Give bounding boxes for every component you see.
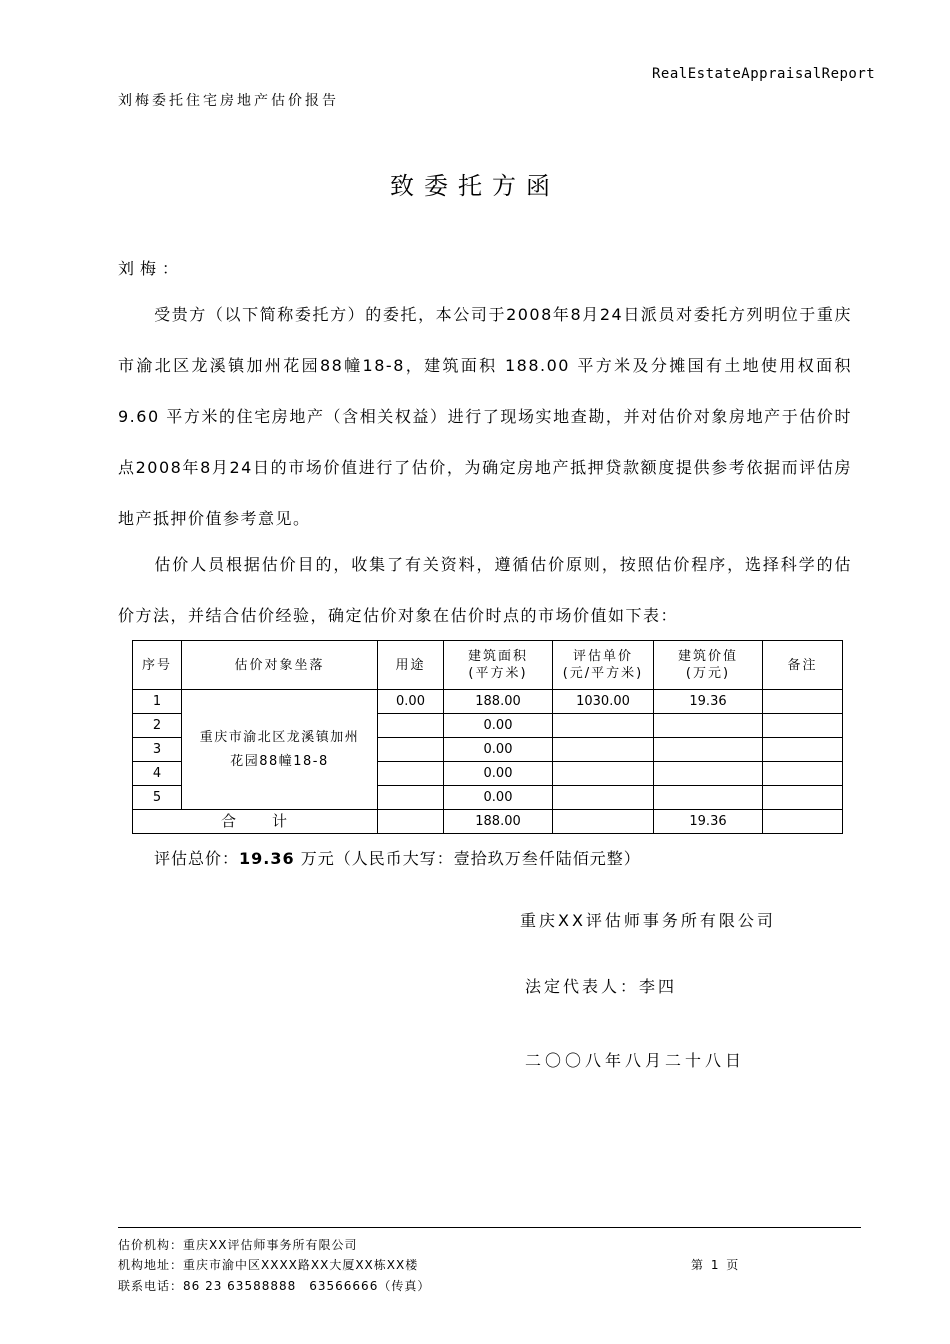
valuation-table <box>132 640 843 834</box>
header-value-line2: (万元) <box>685 666 731 681</box>
table-header-row <box>133 641 843 690</box>
cell-total-unit-price <box>553 810 654 834</box>
cell-total-label: 合 计 <box>133 810 378 834</box>
cell-unit-price: 1030.00 <box>553 690 654 714</box>
cell-unit-price <box>553 786 654 810</box>
header-remark: 备注 <box>763 641 843 690</box>
table-row <box>133 690 843 714</box>
cell-use <box>378 738 444 762</box>
header-unit-line2: (元/平方米) <box>562 666 644 681</box>
header-unit-price <box>553 641 654 690</box>
signature-representative: 法定代表人：李四 <box>525 977 678 996</box>
cell-remark <box>763 690 843 714</box>
header-area-line1: 建筑面积 <box>467 649 528 664</box>
cell-total-use <box>378 810 444 834</box>
total-suffix: 万元（人民币大写：壹拾玖万叁仟陆佰元整） <box>294 849 641 868</box>
header-report-name: RealEstateAppraisalReport <box>652 66 876 82</box>
cell-unit-price <box>553 762 654 786</box>
header-value-line1: 建筑价值 <box>677 649 738 664</box>
total-prefix: 评估总价： <box>154 849 240 868</box>
cell-area: 0.00 <box>444 738 553 762</box>
cell-total-value: 19.36 <box>654 810 763 834</box>
paragraph-method <box>118 539 852 641</box>
paragraph-method-text: 估价人员根据估价目的，收集了有关资料，遵循估价原则，按照估价程序，选择科学的估价方法，并结合估价经验，确定估价对象在估价时点的市场价值如下表： <box>118 555 852 625</box>
cell-no: 1 <box>133 690 182 714</box>
cell-total-remark <box>763 810 843 834</box>
cell-value <box>654 762 763 786</box>
cell-no: 2 <box>133 714 182 738</box>
cell-use <box>378 786 444 810</box>
cell-area: 0.00 <box>444 762 553 786</box>
page-number: 第 1 页 <box>691 1258 741 1272</box>
total-valuation <box>154 846 641 869</box>
cell-value: 19.36 <box>654 690 763 714</box>
cell-remark <box>763 786 843 810</box>
cell-area: 0.00 <box>444 786 553 810</box>
total-amount: 19.36 <box>239 849 295 868</box>
location-line2: 花园88幢18-8 <box>230 753 329 769</box>
header-location: 估价对象坐落 <box>182 641 378 690</box>
cell-area: 0.00 <box>444 714 553 738</box>
cell-unit-price <box>553 714 654 738</box>
cell-value <box>654 738 763 762</box>
cell-unit-price <box>553 738 654 762</box>
header-area <box>444 641 553 690</box>
paragraph-entrustment-text: 受贵方（以下简称委托方）的委托，本公司于2008年8月24日派员对委托方列明位于重庆市渝北区龙溪镇加州花园88幢18-8，建筑面积 188.00 平方米及分摊国有土地使用权面积 9.60 平方米的住宅房地产（含相关权益）进行了现场实地查勘，并对估价对象房地产于估价时点2008年8月24日的市场价值进行了估价，为确定房地产抵押贷款额度提供参考依据而评估房地产抵押价值参考意见。 <box>118 305 852 528</box>
footer-phone: 联系电话：86 23 63588888 63566666（传真） <box>118 1279 431 1293</box>
footer-divider <box>118 1227 861 1228</box>
cell-remark <box>763 714 843 738</box>
header-no: 序号 <box>133 641 182 690</box>
footer-address: 机构地址：重庆市渝中区XXXX路XX大厦XX栋XX楼 <box>118 1258 419 1272</box>
cell-location <box>182 690 378 810</box>
cell-total-area: 188.00 <box>444 810 553 834</box>
cell-remark <box>763 762 843 786</box>
cell-no: 5 <box>133 786 182 810</box>
cell-no: 3 <box>133 738 182 762</box>
table-total-row <box>133 810 843 834</box>
header-use: 用途 <box>378 641 444 690</box>
header-report-title: 刘梅委托住宅房地产估价报告 <box>118 93 339 109</box>
cell-no: 4 <box>133 762 182 786</box>
signature-company: 重庆XX评估师事务所有限公司 <box>520 911 776 930</box>
location-line1: 重庆市渝北区龙溪镇加州 <box>199 729 360 745</box>
cell-use: 0.00 <box>378 690 444 714</box>
page-title: 致委托方函 <box>390 172 560 200</box>
cell-value <box>654 786 763 810</box>
footer-organization: 估价机构：重庆XX评估师事务所有限公司 <box>118 1238 358 1252</box>
salutation: 刘梅： <box>118 259 185 278</box>
paragraph-entrustment <box>118 289 852 544</box>
header-unit-line1: 评估单价 <box>572 649 633 664</box>
cell-area: 188.00 <box>444 690 553 714</box>
cell-value <box>654 714 763 738</box>
cell-use <box>378 762 444 786</box>
cell-use <box>378 714 444 738</box>
header-value <box>654 641 763 690</box>
signature-date: 二〇〇八年八月二十八日 <box>525 1051 746 1070</box>
header-area-line2: (平方米) <box>468 666 528 681</box>
cell-remark <box>763 738 843 762</box>
